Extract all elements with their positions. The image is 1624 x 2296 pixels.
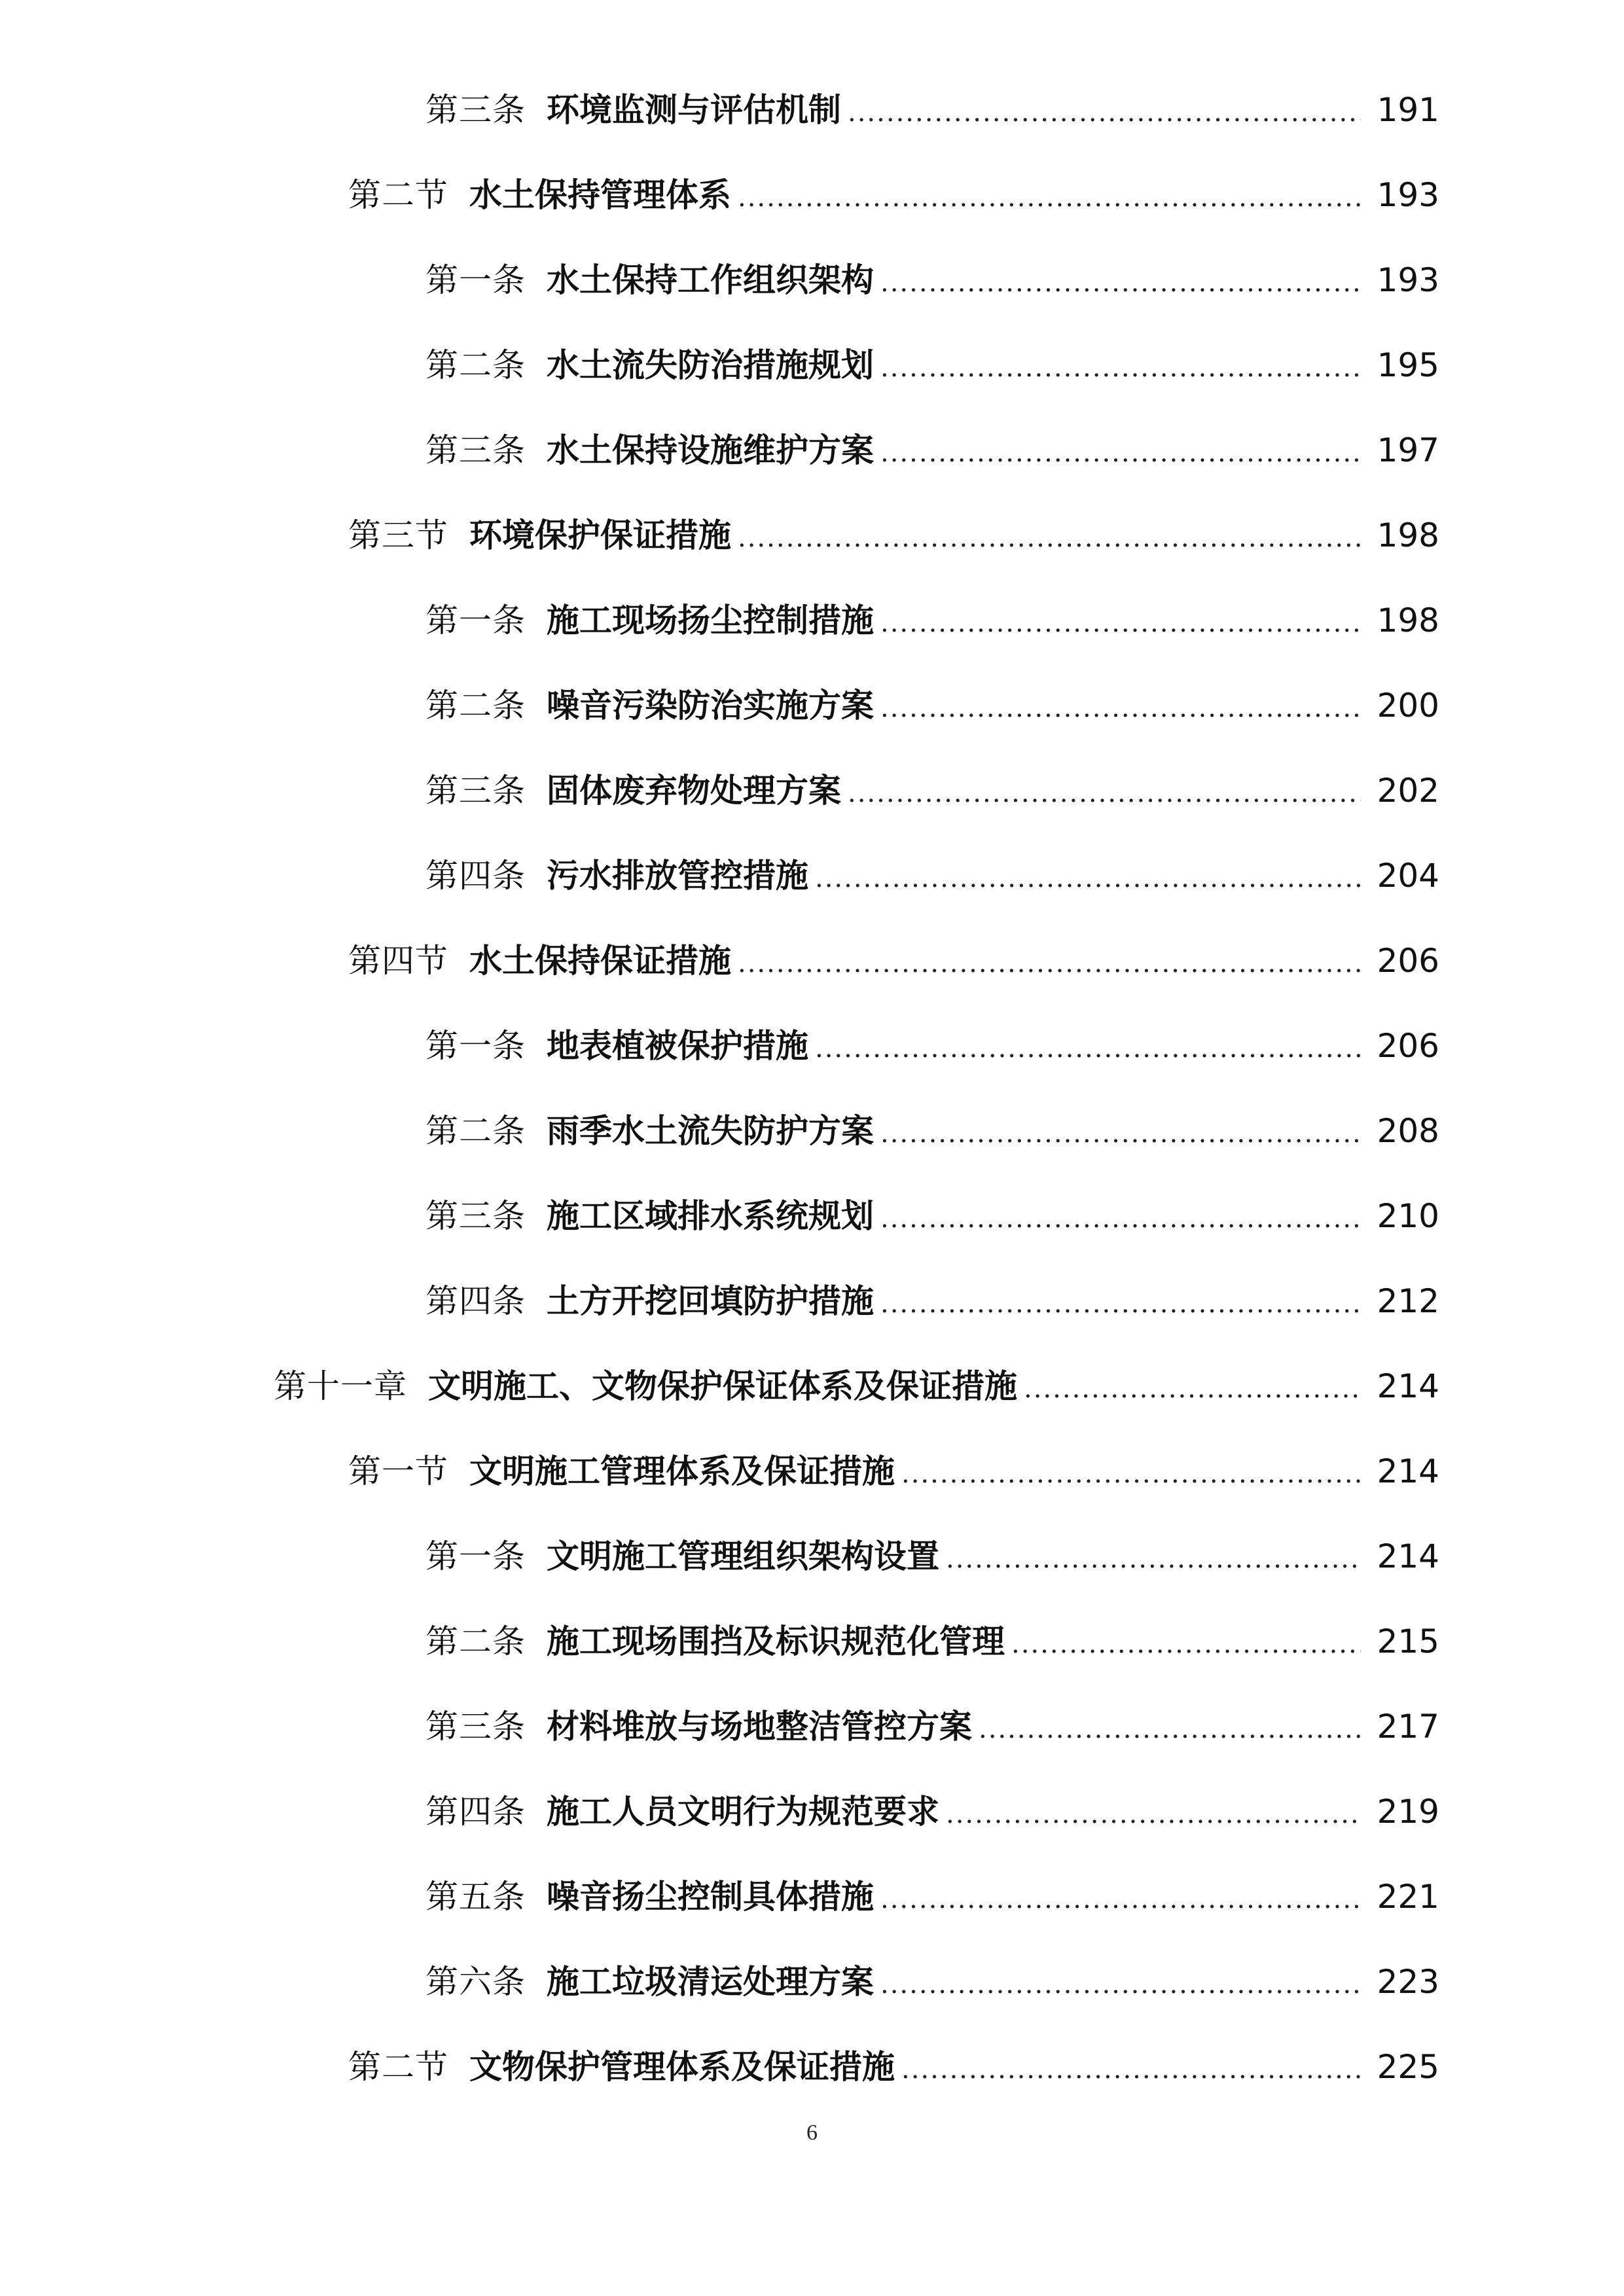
toc-entry-page: 215 [1377,1623,1439,1660]
toc-entry[interactable] [0,2024,1624,2109]
toc-entry-title: 材料堆放与场地整洁管控方案 [547,1707,972,1746]
toc-entry-page: 221 [1377,1878,1439,1916]
toc-entry-number: 第二条 [425,346,526,384]
toc-entry-title: 施工区域排水系统规划 [547,1196,874,1235]
toc-dot-leader [848,751,1361,836]
toc-entry-number: 第三条 [425,91,526,129]
toc-entry-title: 土方开挖回填防护措施 [547,1282,874,1320]
toc-entry-number: 第三条 [425,431,526,469]
toc-entry[interactable] [0,1003,1624,1088]
toc-entry[interactable] [0,408,1624,493]
toc-entry-page: 191 [1377,91,1439,129]
toc-entry[interactable] [0,748,1624,833]
toc-dot-leader [880,1176,1361,1261]
toc-dot-leader [848,70,1361,155]
toc-entry-number: 第三条 [425,1197,526,1235]
toc-entry-number: 第五条 [425,1878,526,1916]
toc-entry-title: 水土保持管理体系 [469,175,731,214]
toc-entry[interactable] [0,833,1624,918]
toc-entry-title: 噪音污染防治实施方案 [547,686,874,725]
toc-dot-leader [946,1516,1361,1602]
toc-entry-title: 文明施工、文物保护保证体系及保证措施 [428,1367,1017,1405]
toc-entry-page: 223 [1377,1963,1439,2001]
toc-entry-number: 第六条 [425,1963,526,2001]
toc-entry[interactable] [0,493,1624,578]
toc-entry-title: 污水排放管控措施 [547,856,808,895]
toc-entry-title: 固体废弃物处理方案 [547,771,841,810]
toc-entry[interactable] [0,152,1624,238]
toc-entry-number: 第三条 [425,1708,526,1746]
toc-dot-leader [880,666,1361,751]
toc-dot-leader [880,1091,1361,1176]
toc-dot-leader [880,325,1361,410]
toc-dot-leader [1011,1602,1361,1687]
toc-entry-title: 环境监测与评估机制 [547,90,841,129]
toc-entry-title: 水土保持设施维护方案 [547,431,874,469]
toc-entry[interactable] [0,578,1624,663]
toc-dot-leader [880,581,1361,666]
toc-entry[interactable] [0,1769,1624,1854]
toc-entry[interactable] [0,1174,1624,1259]
toc-dot-leader [738,495,1361,581]
toc-entry-page: 214 [1377,1452,1439,1490]
toc-entry-number: 第三条 [425,772,526,810]
toc-entry-page: 225 [1377,2048,1439,2086]
toc-entry-title: 文明施工管理组织架构设置 [547,1537,939,1575]
toc-entry[interactable] [0,918,1624,1003]
toc-dot-leader [738,921,1361,1006]
toc-entry[interactable] [0,1684,1624,1769]
toc-entry-number: 第四节 [348,942,448,980]
toc-entry-page: 214 [1377,1367,1439,1405]
toc-entry-page: 212 [1377,1282,1439,1320]
toc-entry-number: 第一条 [425,1027,526,1065]
toc-entry-page: 198 [1377,601,1439,639]
toc-entry-title: 文物保护管理体系及保证措施 [469,2047,895,2086]
toc-entry-title: 地表植被保护措施 [547,1026,808,1065]
toc-entry-page: 204 [1377,857,1439,895]
toc-dot-leader [815,836,1361,921]
toc-entry-page: 206 [1377,1027,1439,1065]
toc-entry-title: 施工现场围挡及标识规范化管理 [547,1622,1005,1660]
toc-entry[interactable] [0,1259,1624,1344]
toc-entry-title: 噪音扬尘控制具体措施 [547,1877,874,1916]
toc-entry-page: 193 [1377,176,1439,214]
toc-entry-title: 雨季水土流失防护方案 [547,1111,874,1150]
toc-entry-number: 第二节 [348,176,448,214]
toc-entry-page: 200 [1377,687,1439,725]
toc-entry-number: 第一条 [425,261,526,299]
toc-entry-title: 水土流失防治措施规划 [547,346,874,384]
toc-entry-number: 第十一章 [274,1367,407,1405]
toc-entry-page: 195 [1377,346,1439,384]
toc-entry-page: 202 [1377,772,1439,810]
toc-entry[interactable] [0,1344,1624,1429]
toc-entry-title: 施工人员文明行为规范要求 [547,1792,939,1831]
toc-dot-leader [880,1261,1361,1346]
toc-dot-leader [738,155,1361,240]
toc-dot-leader [880,410,1361,495]
toc-entry-title: 文明施工管理体系及保证措施 [469,1452,895,1490]
toc-entry-page: 219 [1377,1793,1439,1831]
toc-entry-page: 197 [1377,431,1439,469]
toc-dot-leader [815,1006,1361,1091]
toc-entry-title: 施工垃圾清运处理方案 [547,1962,874,2001]
toc-entry-page: 193 [1377,261,1439,299]
toc-entry[interactable] [0,1429,1624,1514]
toc-entry-number: 第一节 [348,1452,448,1490]
toc-entry-page: 210 [1377,1197,1439,1235]
toc-dot-leader [880,240,1361,325]
toc-entry[interactable] [0,663,1624,748]
toc-entry[interactable] [0,1939,1624,2024]
toc-entry[interactable] [0,323,1624,408]
toc-entry[interactable] [0,1514,1624,1599]
toc-entry[interactable] [0,1854,1624,1939]
toc-entry-number: 第一条 [425,601,526,639]
toc-dot-leader [1024,1346,1361,1431]
toc-entry-number: 第二条 [425,687,526,725]
toc-entry-number: 第四条 [425,1282,526,1320]
toc-entry-title: 环境保护保证措施 [469,516,731,554]
toc-entry-number: 第四条 [425,857,526,895]
toc-entry-page: 208 [1377,1112,1439,1150]
toc-entry-number: 第四条 [425,1793,526,1831]
toc-entry-page: 206 [1377,942,1439,980]
toc-entry-number: 第二节 [348,2048,448,2086]
toc-entry-number: 第一条 [425,1537,526,1575]
toc-entry[interactable] [0,1599,1624,1684]
toc-entry[interactable] [0,67,1624,152]
toc-entry-page: 198 [1377,516,1439,554]
toc-dot-leader [880,1942,1361,2027]
toc-dot-leader [880,1857,1361,1942]
toc-entry[interactable] [0,1088,1624,1174]
toc-entry-title: 施工现场扬尘控制措施 [547,601,874,639]
toc-entry-page: 214 [1377,1537,1439,1575]
toc-entry-title: 水土保持保证措施 [469,941,731,980]
page-number: 6 [806,2121,818,2145]
toc-dot-leader [979,1687,1361,1772]
toc-entry-number: 第二条 [425,1112,526,1150]
toc-entry-page: 217 [1377,1708,1439,1746]
toc-entry-number: 第三节 [348,516,448,554]
toc-entry[interactable] [0,238,1624,323]
table-of-contents [0,67,1624,2109]
toc-dot-leader [946,1772,1361,1857]
toc-entry-number: 第二条 [425,1623,526,1660]
toc-dot-leader [901,1431,1361,1516]
toc-dot-leader [901,2027,1361,2112]
toc-entry-title: 水土保持工作组织架构 [547,260,874,299]
